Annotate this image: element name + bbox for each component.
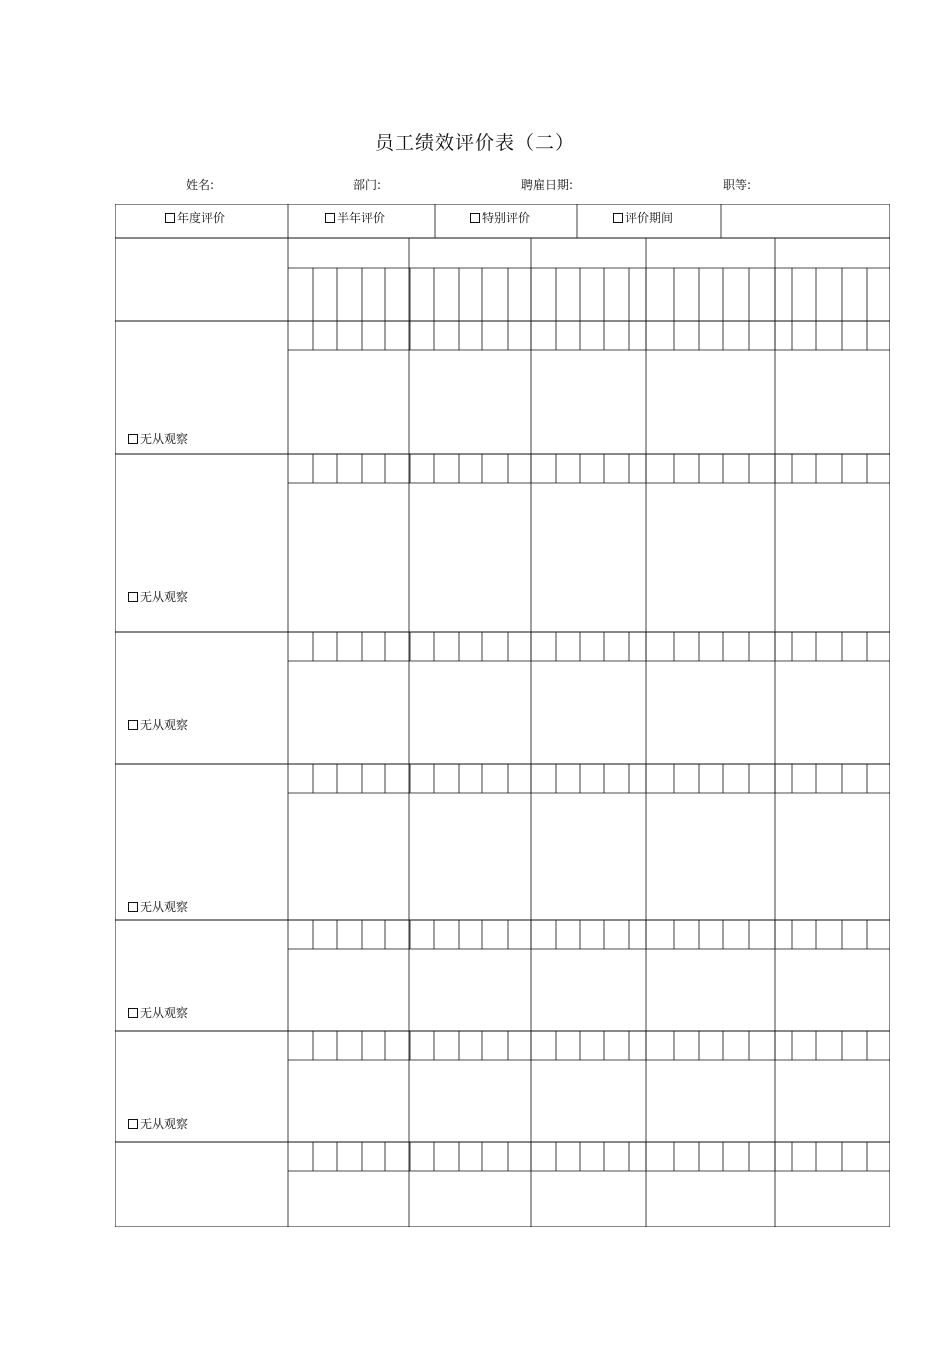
checkbox-icon[interactable] (613, 213, 623, 223)
no-observation-4 (128, 895, 188, 920)
checkbox-icon[interactable] (128, 902, 138, 912)
checkbox-icon[interactable] (128, 720, 138, 730)
hire-date-label: 聘雇日期: (521, 178, 574, 192)
checkbox-icon[interactable] (128, 592, 138, 602)
no-observation-6 (128, 1112, 188, 1137)
checkbox-icon[interactable] (128, 1119, 138, 1129)
no-observation-3 (128, 713, 188, 738)
checkbox-icon[interactable] (128, 434, 138, 444)
no-observation-label: 无从观察 (140, 1006, 189, 1020)
grade-label: 职等: (723, 178, 752, 192)
form-grid-lines (115, 204, 890, 1227)
no-observation-label: 无从观察 (140, 900, 189, 914)
eval-type-label: 特别评价 (482, 211, 531, 225)
eval-type-2 (325, 206, 385, 231)
checkbox-icon[interactable] (325, 213, 335, 223)
checkbox-icon[interactable] (165, 213, 175, 223)
eval-type-label: 半年评价 (337, 211, 386, 225)
dept-label: 部门: (353, 178, 382, 192)
no-observation-label: 无从观察 (140, 1117, 189, 1131)
eval-type-4 (613, 206, 673, 231)
no-observation-label: 无从观察 (140, 718, 189, 732)
no-observation-1 (128, 427, 188, 452)
eval-type-1 (165, 206, 225, 231)
eval-type-label: 年度评价 (177, 211, 226, 225)
checkbox-icon[interactable] (470, 213, 480, 223)
no-observation-label: 无从观察 (140, 432, 189, 446)
page-title: 员工绩效评价表（二） (374, 132, 575, 154)
no-observation-label: 无从观察 (140, 590, 189, 604)
evaluation-form (115, 204, 890, 1227)
name-label: 姓名: (186, 178, 215, 192)
checkbox-icon[interactable] (128, 1008, 138, 1018)
no-observation-5 (128, 1001, 188, 1026)
eval-type-label: 评价期间 (625, 211, 674, 225)
no-observation-2 (128, 585, 188, 610)
eval-type-3 (470, 206, 530, 231)
